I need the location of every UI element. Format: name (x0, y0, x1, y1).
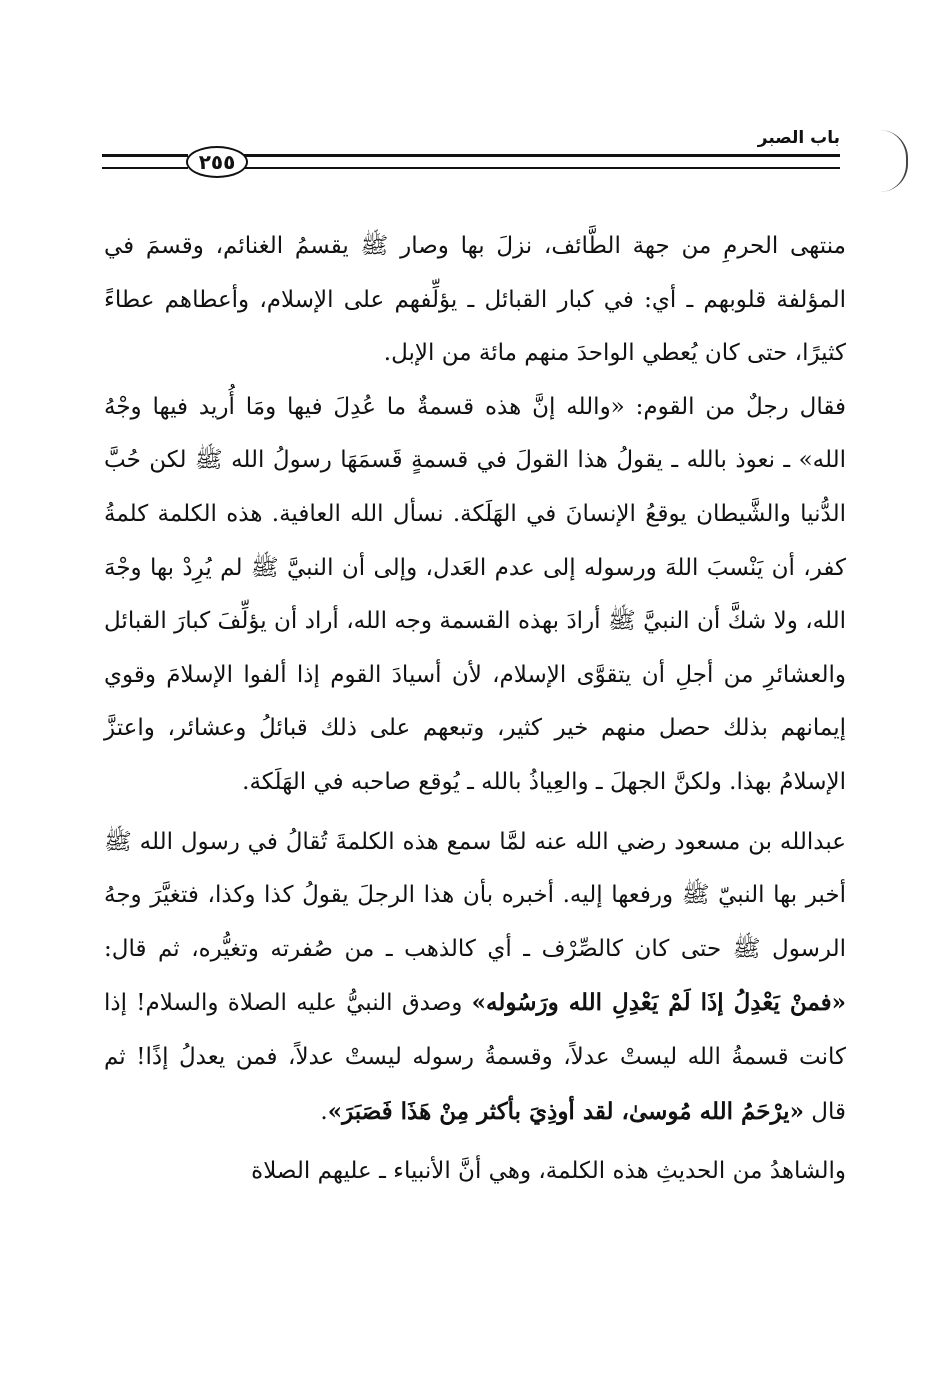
page-number: ٢٥٥ (186, 146, 248, 178)
paragraph-2: فقال رجلٌ من القوم: «والله إنَّ هذه قسمةٌ ما عُدِلَ فيها ومَا أُريد فيها وجْهُ الله» ـ نعوذ بالله ـ يقولُ هذا القولَ في قسمةٍ قَسمَهَا رسولُ الله ﷺ لكن حُبَّ الدُّنيا والشَّيطان يوقعُ الإنسانَ في الهَلَكة. نسأل الله العافية. هذه الكلمة كلمةُ كفر، أن يَنْسبَ اللهَ ورسوله إلى عدم العَدل، وإلى أن النبيَّ ﷺ لم يُرِدْ بها وجْهَ الله، ولا شكَّ أن النبيَّ ﷺ أرادَ بهذه القسمة وجه الله، أراد أن يؤلِّفَ كبارَ القبائل والعشائرِ من أجلِ أن يتقوَّى الإسلام، لأن أسيادَ القوم إذا ألفوا الإسلامَ وقوي إيمانهم بذلك حصل منهم خير كثير، وتبعهم على ذلك قبائلُ وعشائر، واعتزَّ الإسلامُ بهذا. ولكنَّ الجهلَ ـ والعِياذُ بالله ـ يُوقع صاحبه في الهَلَكة. (104, 393, 846, 795)
hadith-quote-1: «فمنْ يَعْدِلُ إذَا لَمْ يَعْدِلِ الله ورَسُوله» (471, 989, 846, 1017)
chapter-title: باب الصبر (757, 128, 840, 148)
paragraph-3-text-a: عبدالله بن مسعود رضي الله عنه لمَّا سمع هذه الكلمةَ تُقالُ في رسول الله ﷺ أخبر بها النبيّ ﷺ ورفعها إليه. أخبره بأن هذا الرجلَ يقولُ كذا وكذا، فتغيَّرَ وجهُ الرسول ﷺ حتى كان كالصِّرْف ـ أي كالذهب ـ من صُفرته وتغيُّره، ثم قال: (104, 828, 846, 962)
header-rule-left (102, 154, 188, 169)
paragraph-4: والشاهدُ من الحديثِ هذه الكلمة، وهي أنَّ الأنبياء ـ عليهم الصلاة (251, 1158, 846, 1185)
page-header (96, 118, 844, 180)
paragraph-3-text-b: وصدق النبيُّ عليه الصلاة والسلام! إذا كانت قسمةُ الله ليستْ عدلاً، وقسمةُ رسوله ليستْ عدلاً، فمن يعدلُ إذًا! ثم قال (104, 990, 846, 1125)
header-rule-right (244, 154, 840, 169)
paragraph-3 (104, 816, 846, 1140)
paragraph-1: منتهى الحرمِ من جهة الطَّائف، نزلَ بها وصار ﷺ يقسمُ الغنائم، وقسمَ في المؤلفة قلوبهم ـ أي: في كبار القبائل ـ يؤلِّفهم على الإسلام، وأعطاهم عطاءً كثيرًا، حتى كان يُعطي الواحدَ منهم مائة من الإبل. (104, 233, 846, 367)
body-text (104, 220, 846, 1199)
hadith-quote-2: «يرْحَمُ الله مُوسىٰ، لقد أوذِيَ بأكثر مِنْ هَذَا فَصَبَرَ» (327, 1097, 804, 1125)
page-edge-mark (880, 130, 908, 192)
paragraph-3-text-c: . (320, 1098, 328, 1125)
